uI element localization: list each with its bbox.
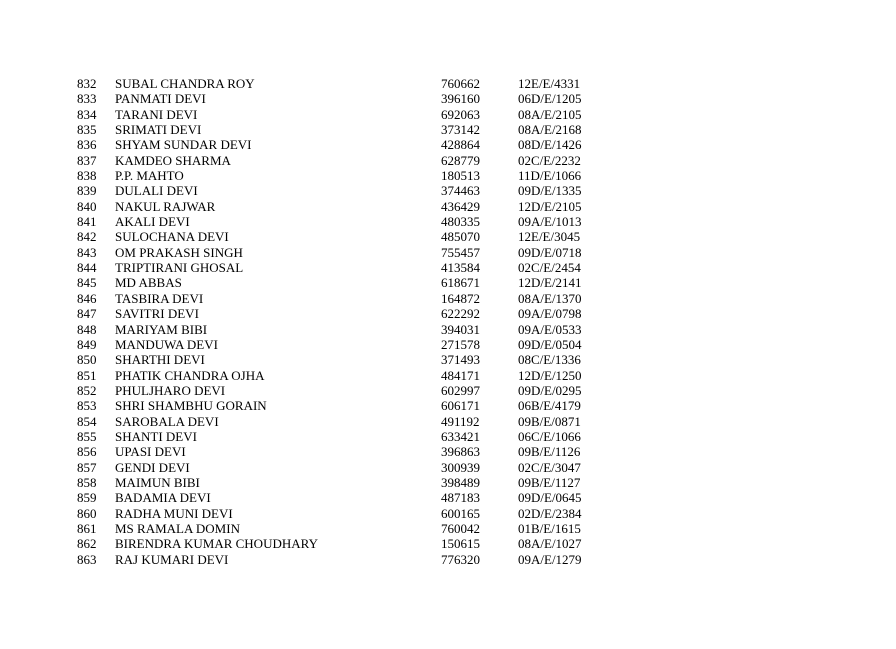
reference-code: 11D/E/1066 — [518, 168, 582, 184]
table-row — [0, 460, 896, 475]
table-row — [0, 383, 896, 398]
table-row — [0, 414, 896, 429]
table-row — [0, 291, 896, 306]
id-number: 150615 — [441, 536, 480, 552]
reference-code: 08A/E/2105 — [518, 106, 582, 122]
table-row — [0, 275, 896, 290]
record-table — [0, 76, 896, 567]
id-number: 692063 — [441, 106, 480, 122]
id-number: 394031 — [441, 321, 480, 337]
serial-number: 857 — [77, 459, 97, 475]
id-number: 491192 — [441, 413, 480, 429]
table-row — [0, 168, 896, 183]
reference-code: 06B/E/4179 — [518, 398, 581, 414]
person-name: PHATIK CHANDRA OJHA — [115, 367, 265, 383]
reference-code: 09A/E/0798 — [518, 306, 582, 322]
serial-number: 849 — [77, 336, 97, 352]
person-name: RAJ KUMARI DEVI — [115, 551, 229, 567]
reference-code: 09D/E/0295 — [518, 382, 582, 398]
serial-number: 852 — [77, 382, 97, 398]
reference-code: 12E/E/3045 — [518, 229, 581, 245]
id-number: 436429 — [441, 198, 480, 214]
reference-code: 09D/E/0645 — [518, 490, 582, 506]
table-row — [0, 506, 896, 521]
table-row — [0, 122, 896, 137]
person-name: BADAMIA DEVI — [115, 490, 211, 506]
person-name: SHARTHI DEVI — [115, 352, 205, 368]
reference-code: 09A/E/1013 — [518, 214, 582, 230]
serial-number: 848 — [77, 321, 97, 337]
serial-number: 844 — [77, 260, 97, 276]
reference-code: 09B/E/1126 — [518, 444, 581, 460]
serial-number: 859 — [77, 490, 97, 506]
reference-code: 08A/E/1027 — [518, 536, 582, 552]
id-number: 755457 — [441, 244, 480, 260]
id-number: 371493 — [441, 352, 480, 368]
serial-number: 862 — [77, 536, 97, 552]
id-number: 396160 — [441, 91, 480, 107]
table-row — [0, 137, 896, 152]
reference-code: 02D/E/2384 — [518, 505, 582, 521]
serial-number: 845 — [77, 275, 97, 291]
id-number: 271578 — [441, 336, 480, 352]
serial-number: 839 — [77, 183, 97, 199]
reference-code: 09D/E/0718 — [518, 244, 582, 260]
table-row — [0, 229, 896, 244]
id-number: 602997 — [441, 382, 480, 398]
serial-number: 835 — [77, 122, 97, 138]
id-number: 484171 — [441, 367, 480, 383]
person-name: MS RAMALA DOMIN — [115, 520, 240, 536]
table-row — [0, 199, 896, 214]
serial-number: 860 — [77, 505, 97, 521]
person-name: SAROBALA DEVI — [115, 413, 219, 429]
reference-code: 12D/E/2141 — [518, 275, 582, 291]
reference-code: 08C/E/1336 — [518, 352, 581, 368]
id-number: 487183 — [441, 490, 480, 506]
person-name: SHRI SHAMBHU GORAIN — [115, 398, 267, 414]
reference-code: 09A/E/0533 — [518, 321, 582, 337]
id-number: 373142 — [441, 122, 480, 138]
table-row — [0, 521, 896, 536]
person-name: SAVITRI DEVI — [115, 306, 199, 322]
person-name: MARIYAM BIBI — [115, 321, 208, 337]
reference-code: 09D/E/1335 — [518, 183, 582, 199]
id-number: 776320 — [441, 551, 480, 567]
person-name: MAIMUN BIBI — [115, 474, 200, 490]
reference-code: 08A/E/1370 — [518, 290, 582, 306]
table-row — [0, 429, 896, 444]
reference-code: 02C/E/2232 — [518, 152, 581, 168]
person-name: P.P. MAHTO — [115, 168, 184, 184]
serial-number: 832 — [77, 76, 97, 91]
id-number: 633421 — [441, 428, 480, 444]
table-row — [0, 107, 896, 122]
person-name: GENDI DEVI — [115, 459, 190, 475]
id-number: 398489 — [441, 474, 480, 490]
table-row — [0, 76, 896, 91]
person-name: SULOCHANA DEVI — [115, 229, 229, 245]
reference-code: 06D/E/1205 — [518, 91, 582, 107]
reference-code: 12D/E/1250 — [518, 367, 582, 383]
person-name: BIRENDRA KUMAR CHOUDHARY — [115, 536, 318, 552]
serial-number: 853 — [77, 398, 97, 414]
id-number: 618671 — [441, 275, 480, 291]
table-row — [0, 337, 896, 352]
person-name: SHANTI DEVI — [115, 428, 197, 444]
reference-code: 08D/E/1426 — [518, 137, 582, 153]
serial-number: 834 — [77, 106, 97, 122]
id-number: 622292 — [441, 306, 480, 322]
reference-code: 02C/E/3047 — [518, 459, 581, 475]
id-number: 164872 — [441, 290, 480, 306]
reference-code: 01B/E/1615 — [518, 520, 581, 536]
person-name: TRIPTIRANI GHOSAL — [115, 260, 244, 276]
table-row — [0, 322, 896, 337]
serial-number: 836 — [77, 137, 97, 153]
id-number: 396863 — [441, 444, 480, 460]
person-name: KAMDEO SHARMA — [115, 152, 231, 168]
serial-number: 856 — [77, 444, 97, 460]
table-row — [0, 552, 896, 567]
id-number: 300939 — [441, 459, 480, 475]
person-name: SHYAM SUNDAR DEVI — [115, 137, 252, 153]
person-name: TASBIRA DEVI — [115, 290, 204, 306]
serial-number: 840 — [77, 198, 97, 214]
person-name: PANMATI DEVI — [115, 91, 206, 107]
id-number: 180513 — [441, 168, 480, 184]
serial-number: 863 — [77, 551, 97, 567]
table-row — [0, 183, 896, 198]
person-name: PHULJHARO DEVI — [115, 382, 226, 398]
serial-number: 833 — [77, 91, 97, 107]
reference-code: 08A/E/2168 — [518, 122, 582, 138]
serial-number: 851 — [77, 367, 97, 383]
person-name: AKALI DEVI — [115, 214, 190, 230]
person-name: OM PRAKASH SINGH — [115, 244, 243, 260]
reference-code: 09B/E/0871 — [518, 413, 581, 429]
table-row — [0, 260, 896, 275]
person-name: SRIMATI DEVI — [115, 122, 202, 138]
serial-number: 838 — [77, 168, 97, 184]
table-row — [0, 91, 896, 106]
id-number: 428864 — [441, 137, 480, 153]
reference-code: 09B/E/1127 — [518, 474, 581, 490]
serial-number: 847 — [77, 306, 97, 322]
serial-number: 855 — [77, 428, 97, 444]
serial-number: 843 — [77, 244, 97, 260]
table-row — [0, 153, 896, 168]
serial-number: 837 — [77, 152, 97, 168]
person-name: MANDUWA DEVI — [115, 336, 218, 352]
reference-code: 09D/E/0504 — [518, 336, 582, 352]
table-row — [0, 444, 896, 459]
reference-code: 12D/E/2105 — [518, 198, 582, 214]
reference-code: 02C/E/2454 — [518, 260, 581, 276]
person-name: NAKUL RAJWAR — [115, 198, 216, 214]
reference-code: 09A/E/1279 — [518, 551, 582, 567]
person-name: TARANI DEVI — [115, 106, 198, 122]
table-row — [0, 475, 896, 490]
id-number: 413584 — [441, 260, 480, 276]
id-number: 485070 — [441, 229, 480, 245]
serial-number: 861 — [77, 520, 97, 536]
id-number: 606171 — [441, 398, 480, 414]
serial-number: 850 — [77, 352, 97, 368]
table-row — [0, 214, 896, 229]
person-name: UPASI DEVI — [115, 444, 186, 460]
person-name: MD ABBAS — [115, 275, 182, 291]
table-row — [0, 352, 896, 367]
person-name: RADHA MUNI DEVI — [115, 505, 233, 521]
serial-number: 858 — [77, 474, 97, 490]
id-number: 374463 — [441, 183, 480, 199]
serial-number: 846 — [77, 290, 97, 306]
table-row — [0, 368, 896, 383]
reference-code: 06C/E/1066 — [518, 428, 581, 444]
id-number: 760662 — [441, 76, 480, 91]
id-number: 760042 — [441, 520, 480, 536]
table-row — [0, 306, 896, 321]
serial-number: 842 — [77, 229, 97, 245]
id-number: 600165 — [441, 505, 480, 521]
person-name: DULALI DEVI — [115, 183, 198, 199]
table-row — [0, 398, 896, 413]
id-number: 628779 — [441, 152, 480, 168]
serial-number: 841 — [77, 214, 97, 230]
table-row — [0, 245, 896, 260]
table-row — [0, 536, 896, 551]
serial-number: 854 — [77, 413, 97, 429]
person-name: SUBAL CHANDRA ROY — [115, 76, 255, 91]
id-number: 480335 — [441, 214, 480, 230]
table-row — [0, 490, 896, 505]
reference-code: 12E/E/4331 — [518, 76, 581, 91]
